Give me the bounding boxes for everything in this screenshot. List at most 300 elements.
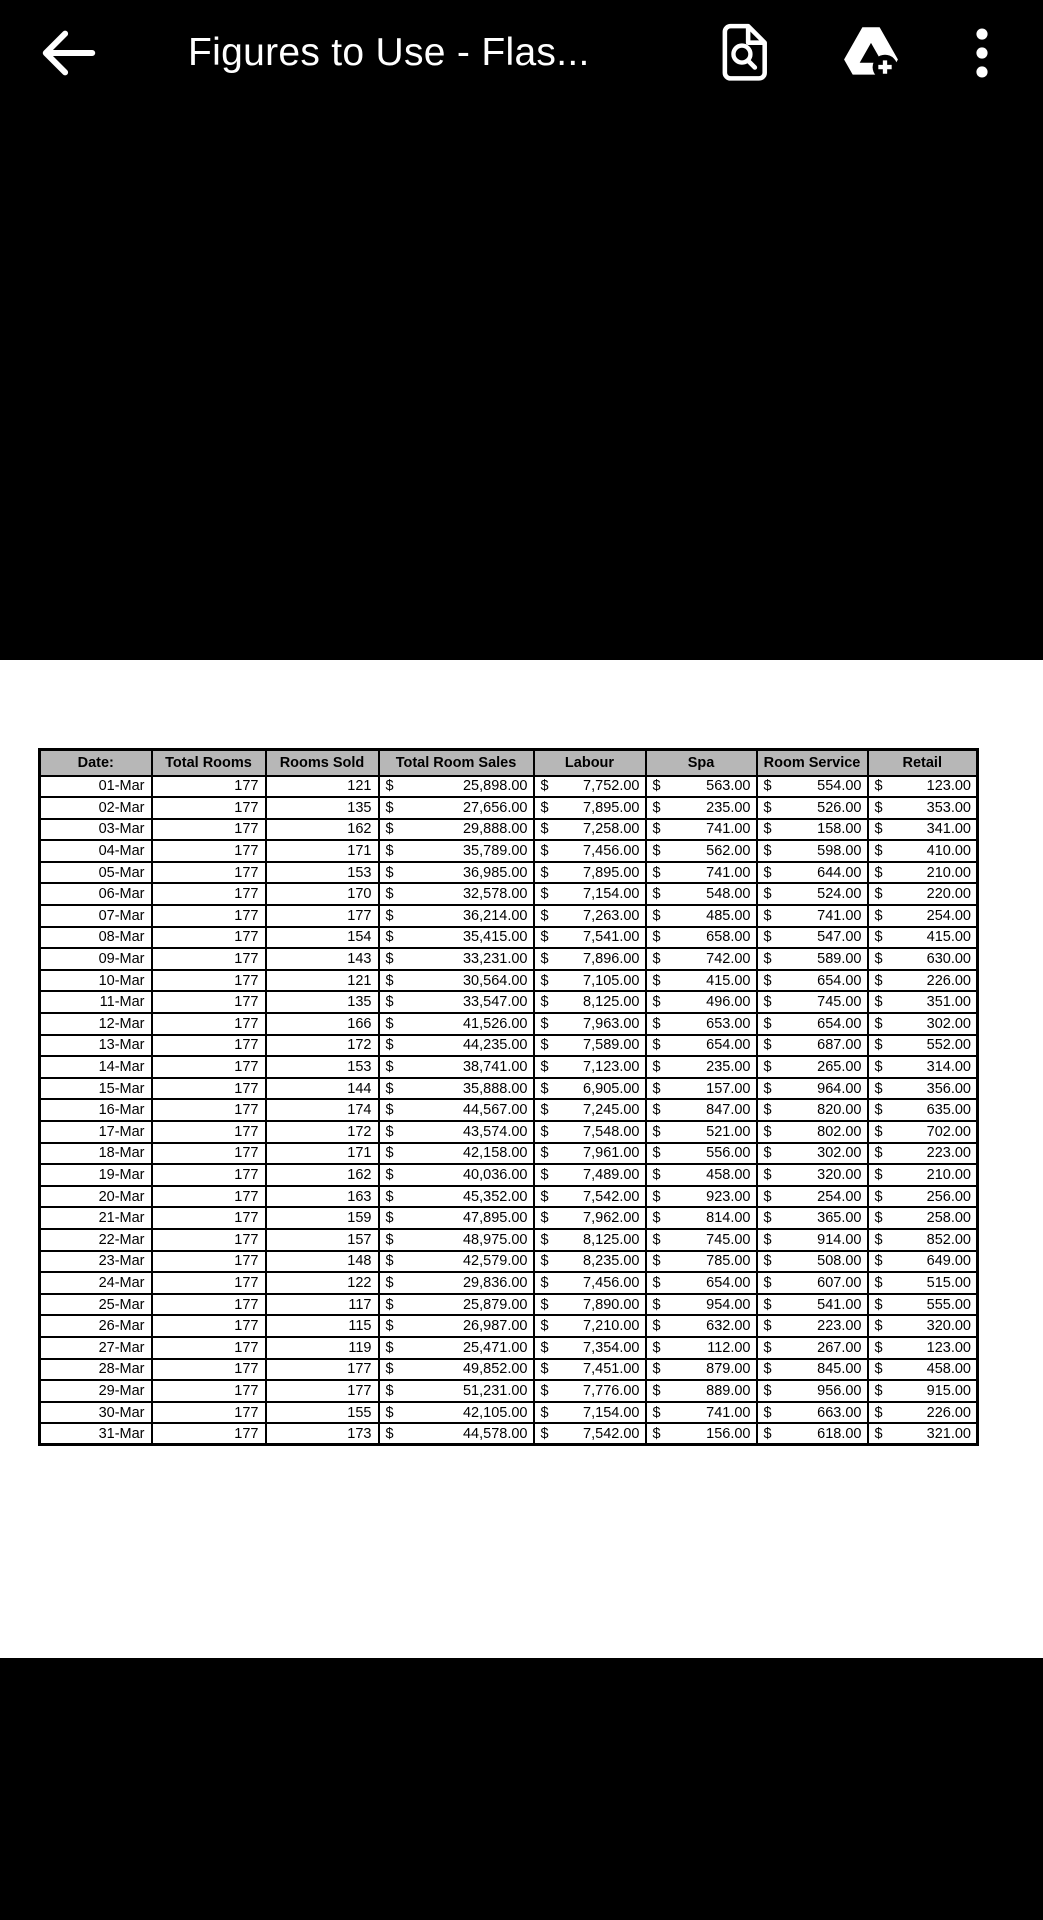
- cell-date: 30-Mar: [40, 1402, 152, 1424]
- amount-value: 223.00: [817, 1318, 862, 1335]
- cell-room-service: [757, 1186, 868, 1208]
- cell-total-room-sales: [379, 1359, 534, 1381]
- table-row: [40, 1099, 978, 1121]
- cell-rooms-sold: 155: [266, 1402, 379, 1424]
- amount-value: 687.00: [817, 1037, 862, 1054]
- cell-labour: [534, 797, 646, 819]
- cell-total-room-sales: [379, 862, 534, 884]
- amount-value: 38,741.00: [462, 1059, 528, 1076]
- amount-value: 654.00: [817, 1015, 862, 1032]
- currency-symbol: $: [652, 929, 661, 946]
- cell-labour: [534, 905, 646, 927]
- cell-labour: [534, 1078, 646, 1100]
- cell-total-rooms: 177: [152, 1121, 266, 1143]
- amount-value: 541.00: [817, 1296, 862, 1313]
- cell-date: 28-Mar: [40, 1359, 152, 1381]
- amount-value: 51,231.00: [462, 1382, 528, 1399]
- cell-retail: [868, 819, 978, 841]
- cell-labour: [534, 840, 646, 862]
- currency-symbol: $: [874, 886, 883, 903]
- cell-room-service: [757, 883, 868, 905]
- amount-value: 30,564.00: [462, 972, 528, 989]
- cell-room-service: [757, 1251, 868, 1273]
- cell-room-service: [757, 1099, 868, 1121]
- currency-symbol: $: [540, 1361, 549, 1378]
- cell-labour: [534, 1035, 646, 1057]
- cell-date: 16-Mar: [40, 1099, 152, 1121]
- cell-spa: [646, 1294, 757, 1316]
- cell-room-service: [757, 1315, 868, 1337]
- amount-value: 49,852.00: [462, 1361, 528, 1378]
- cell-retail: [868, 840, 978, 862]
- cell-total-room-sales: [379, 927, 534, 949]
- amount-value: 256.00: [926, 1188, 971, 1205]
- cell-retail: [868, 905, 978, 927]
- cell-labour: [534, 1359, 646, 1381]
- currency-symbol: $: [874, 1210, 883, 1227]
- cell-spa: [646, 1380, 757, 1402]
- currency-symbol: $: [763, 1296, 772, 1313]
- column-header-spa: Spa: [646, 750, 757, 776]
- cell-spa: [646, 1143, 757, 1165]
- amount-value: 33,547.00: [462, 994, 528, 1011]
- table-row: [40, 1164, 978, 1186]
- amount-value: 27,656.00: [462, 799, 528, 816]
- amount-value: 302.00: [817, 1145, 862, 1162]
- currency-symbol: $: [874, 1059, 883, 1076]
- cell-labour: [534, 1013, 646, 1035]
- cell-total-rooms: 177: [152, 1337, 266, 1359]
- amount-value: 7,123.00: [583, 1059, 640, 1076]
- amount-value: 954.00: [706, 1296, 751, 1313]
- cell-total-rooms: 177: [152, 1143, 266, 1165]
- amount-value: 265.00: [817, 1059, 862, 1076]
- amount-value: 820.00: [817, 1102, 862, 1119]
- cell-retail: [868, 970, 978, 992]
- cell-labour: [534, 1315, 646, 1337]
- currency-symbol: $: [763, 1253, 772, 1270]
- amount-value: 42,158.00: [462, 1145, 528, 1162]
- cell-spa: [646, 797, 757, 819]
- cell-total-rooms: 177: [152, 1078, 266, 1100]
- cell-spa: [646, 819, 757, 841]
- amount-value: 915.00: [926, 1382, 971, 1399]
- currency-symbol: $: [385, 1296, 394, 1313]
- currency-symbol: $: [652, 994, 661, 1011]
- cell-date: 11-Mar: [40, 991, 152, 1013]
- currency-symbol: $: [763, 972, 772, 989]
- amount-value: 552.00: [926, 1037, 971, 1054]
- currency-symbol: $: [385, 1145, 394, 1162]
- table-row: [40, 1207, 978, 1229]
- amount-value: 847.00: [706, 1102, 751, 1119]
- cell-rooms-sold: 135: [266, 991, 379, 1013]
- cell-rooms-sold: 154: [266, 927, 379, 949]
- find-in-page-icon: [719, 70, 769, 85]
- cell-room-service: [757, 1121, 868, 1143]
- cell-rooms-sold: 115: [266, 1315, 379, 1337]
- cell-rooms-sold: 157: [266, 1229, 379, 1251]
- currency-symbol: $: [874, 1102, 883, 1119]
- amount-value: 7,896.00: [583, 951, 640, 968]
- currency-symbol: $: [385, 1274, 394, 1291]
- amount-value: 7,548.00: [583, 1123, 640, 1140]
- amount-value: 157.00: [706, 1080, 751, 1097]
- cell-total-room-sales: [379, 1035, 534, 1057]
- cell-retail: [868, 1207, 978, 1229]
- overflow-menu-button[interactable]: [962, 24, 1002, 82]
- cell-total-rooms: 177: [152, 1315, 266, 1337]
- cell-spa: [646, 1099, 757, 1121]
- currency-symbol: $: [874, 1425, 883, 1442]
- cell-room-service: [757, 840, 868, 862]
- cell-total-room-sales: [379, 1251, 534, 1273]
- currency-symbol: $: [763, 1382, 772, 1399]
- amount-value: 7,542.00: [583, 1188, 640, 1205]
- cell-date: 06-Mar: [40, 883, 152, 905]
- amount-value: 254.00: [926, 907, 971, 924]
- cell-spa: [646, 905, 757, 927]
- currency-symbol: $: [874, 1382, 883, 1399]
- amount-value: 7,541.00: [583, 929, 640, 946]
- amount-value: 7,752.00: [583, 778, 640, 795]
- cell-spa: [646, 1359, 757, 1381]
- amount-value: 112.00: [707, 1339, 751, 1356]
- cell-date: 12-Mar: [40, 1013, 152, 1035]
- cell-total-rooms: 177: [152, 1294, 266, 1316]
- cell-date: 25-Mar: [40, 1294, 152, 1316]
- amount-value: 7,962.00: [583, 1210, 640, 1227]
- cell-rooms-sold: 171: [266, 840, 379, 862]
- cell-rooms-sold: 173: [266, 1423, 379, 1445]
- cell-labour: [534, 1164, 646, 1186]
- amount-value: 515.00: [926, 1274, 971, 1291]
- column-header-room-service: Room Service: [757, 750, 868, 776]
- amount-value: 210.00: [926, 864, 971, 881]
- cell-spa: [646, 1315, 757, 1337]
- cell-retail: [868, 1359, 978, 1381]
- amount-value: 618.00: [817, 1425, 862, 1442]
- cell-date: 23-Mar: [40, 1251, 152, 1273]
- amount-value: 741.00: [706, 864, 751, 881]
- amount-value: 7,154.00: [583, 1404, 640, 1421]
- cell-retail: [868, 1121, 978, 1143]
- currency-symbol: $: [874, 929, 883, 946]
- amount-value: 7,258.00: [583, 821, 640, 838]
- table-row: [40, 1402, 978, 1424]
- cell-spa: [646, 1164, 757, 1186]
- currency-symbol: $: [763, 1231, 772, 1248]
- column-header-retail: Retail: [868, 750, 978, 776]
- amount-value: 8,125.00: [583, 994, 640, 1011]
- amount-value: 562.00: [706, 843, 751, 860]
- currency-symbol: $: [540, 778, 549, 795]
- cell-spa: [646, 862, 757, 884]
- cell-labour: [534, 776, 646, 798]
- currency-symbol: $: [652, 1296, 661, 1313]
- cell-spa: [646, 927, 757, 949]
- cell-spa: [646, 1207, 757, 1229]
- cell-room-service: [757, 1164, 868, 1186]
- table-row: [40, 1078, 978, 1100]
- currency-symbol: $: [540, 864, 549, 881]
- amount-value: 852.00: [926, 1231, 971, 1248]
- add-to-drive-button[interactable]: [838, 24, 904, 82]
- table-row: [40, 1035, 978, 1057]
- currency-symbol: $: [874, 1037, 883, 1054]
- cell-retail: [868, 1078, 978, 1100]
- currency-symbol: $: [652, 1188, 661, 1205]
- cell-spa: [646, 776, 757, 798]
- table-row: [40, 1337, 978, 1359]
- cell-total-rooms: 177: [152, 840, 266, 862]
- amount-value: 35,415.00: [462, 929, 528, 946]
- currency-symbol: $: [540, 951, 549, 968]
- cell-date: 29-Mar: [40, 1380, 152, 1402]
- currency-symbol: $: [763, 864, 772, 881]
- amount-value: 41,526.00: [462, 1015, 528, 1032]
- cell-date: 19-Mar: [40, 1164, 152, 1186]
- currency-symbol: $: [652, 821, 661, 838]
- currency-symbol: $: [540, 1404, 549, 1421]
- cell-rooms-sold: 148: [266, 1251, 379, 1273]
- app-bar: [0, 0, 1043, 107]
- cell-spa: [646, 1121, 757, 1143]
- currency-symbol: $: [763, 1425, 772, 1442]
- amount-value: 742.00: [706, 951, 751, 968]
- amount-value: 235.00: [706, 1059, 751, 1076]
- currency-symbol: $: [763, 1037, 772, 1054]
- currency-symbol: $: [540, 1059, 549, 1076]
- amount-value: 26,987.00: [462, 1318, 528, 1335]
- currency-symbol: $: [874, 1166, 883, 1183]
- amount-value: 29,836.00: [462, 1274, 528, 1291]
- amount-value: 7,154.00: [583, 886, 640, 903]
- amount-value: 554.00: [817, 778, 862, 795]
- amount-value: 341.00: [926, 821, 971, 838]
- amount-value: 254.00: [817, 1188, 862, 1205]
- cell-total-room-sales: [379, 1207, 534, 1229]
- table-row: [40, 1229, 978, 1251]
- cell-total-rooms: 177: [152, 1380, 266, 1402]
- cell-date: 22-Mar: [40, 1229, 152, 1251]
- currency-symbol: $: [540, 799, 549, 816]
- cell-retail: [868, 1164, 978, 1186]
- amount-value: 365.00: [817, 1210, 862, 1227]
- amount-value: 521.00: [706, 1123, 751, 1140]
- cell-labour: [534, 1272, 646, 1294]
- cell-spa: [646, 1229, 757, 1251]
- cell-rooms-sold: 153: [266, 862, 379, 884]
- currency-symbol: $: [385, 864, 394, 881]
- cell-rooms-sold: 174: [266, 1099, 379, 1121]
- currency-symbol: $: [763, 951, 772, 968]
- cell-total-rooms: 177: [152, 1099, 266, 1121]
- cell-room-service: [757, 991, 868, 1013]
- currency-symbol: $: [385, 1166, 394, 1183]
- amount-value: 548.00: [706, 886, 751, 903]
- cell-total-rooms: 177: [152, 991, 266, 1013]
- currency-symbol: $: [763, 1102, 772, 1119]
- table-row: [40, 970, 978, 992]
- currency-symbol: $: [652, 778, 661, 795]
- amount-value: 964.00: [817, 1080, 862, 1097]
- amount-value: 47,895.00: [462, 1210, 528, 1227]
- currency-symbol: $: [874, 821, 883, 838]
- table-row: [40, 1251, 978, 1273]
- currency-symbol: $: [385, 1339, 394, 1356]
- amount-value: 7,263.00: [583, 907, 640, 924]
- cell-date: 26-Mar: [40, 1315, 152, 1337]
- cell-total-room-sales: [379, 1099, 534, 1121]
- currency-symbol: $: [385, 843, 394, 860]
- cell-date: 02-Mar: [40, 797, 152, 819]
- amount-value: 351.00: [926, 994, 971, 1011]
- cell-room-service: [757, 1337, 868, 1359]
- cell-total-room-sales: [379, 1337, 534, 1359]
- amount-value: 741.00: [706, 1404, 751, 1421]
- currency-symbol: $: [385, 1059, 394, 1076]
- amount-value: 226.00: [926, 972, 971, 989]
- cell-room-service: [757, 927, 868, 949]
- amount-value: 302.00: [926, 1015, 971, 1032]
- amount-value: 658.00: [706, 929, 751, 946]
- cell-total-room-sales: [379, 1056, 534, 1078]
- cell-rooms-sold: 135: [266, 797, 379, 819]
- cell-total-rooms: 177: [152, 1251, 266, 1273]
- cell-total-room-sales: [379, 1229, 534, 1251]
- cell-rooms-sold: 172: [266, 1035, 379, 1057]
- cell-total-room-sales: [379, 991, 534, 1013]
- cell-spa: [646, 1056, 757, 1078]
- cell-total-room-sales: [379, 1013, 534, 1035]
- currency-symbol: $: [540, 1123, 549, 1140]
- cell-labour: [534, 970, 646, 992]
- currency-symbol: $: [385, 1188, 394, 1205]
- amount-value: 321.00: [926, 1425, 971, 1442]
- amount-value: 7,895.00: [583, 864, 640, 881]
- cell-rooms-sold: 171: [266, 1143, 379, 1165]
- cell-retail: [868, 1186, 978, 1208]
- currency-symbol: $: [652, 1404, 661, 1421]
- cell-labour: [534, 1423, 646, 1445]
- amount-value: 226.00: [926, 1404, 971, 1421]
- amount-value: 7,451.00: [583, 1361, 640, 1378]
- amount-value: 7,542.00: [583, 1425, 640, 1442]
- cell-total-rooms: 177: [152, 862, 266, 884]
- cell-labour: [534, 927, 646, 949]
- cell-total-rooms: 177: [152, 1056, 266, 1078]
- currency-symbol: $: [540, 1318, 549, 1335]
- cell-date: 10-Mar: [40, 970, 152, 992]
- cell-spa: [646, 1272, 757, 1294]
- amount-value: 210.00: [926, 1166, 971, 1183]
- document-page[interactable]: [0, 660, 1043, 1658]
- cell-retail: [868, 1380, 978, 1402]
- currency-symbol: $: [874, 1274, 883, 1291]
- cell-labour: [534, 1056, 646, 1078]
- figures-table: [38, 748, 979, 1446]
- cell-room-service: [757, 970, 868, 992]
- cell-date: 31-Mar: [40, 1423, 152, 1445]
- cell-rooms-sold: 117: [266, 1294, 379, 1316]
- find-in-document-button[interactable]: [716, 22, 772, 84]
- currency-symbol: $: [874, 951, 883, 968]
- cell-date: 13-Mar: [40, 1035, 152, 1057]
- cell-retail: [868, 862, 978, 884]
- cell-room-service: [757, 905, 868, 927]
- currency-symbol: $: [540, 1037, 549, 1054]
- table-row: [40, 1423, 978, 1445]
- table-row: [40, 905, 978, 927]
- amount-value: 654.00: [706, 1037, 751, 1054]
- amount-value: 663.00: [817, 1404, 862, 1421]
- currency-symbol: $: [652, 1145, 661, 1162]
- cell-labour: [534, 1251, 646, 1273]
- table-row: [40, 1186, 978, 1208]
- cell-retail: [868, 1423, 978, 1445]
- cell-room-service: [757, 1078, 868, 1100]
- currency-symbol: $: [652, 864, 661, 881]
- amount-value: 496.00: [706, 994, 751, 1011]
- cell-date: 03-Mar: [40, 819, 152, 841]
- cell-room-service: [757, 797, 868, 819]
- currency-symbol: $: [540, 1425, 549, 1442]
- cell-retail: [868, 1272, 978, 1294]
- amount-value: 123.00: [926, 1339, 971, 1356]
- currency-symbol: $: [763, 1339, 772, 1356]
- table-row: [40, 1013, 978, 1035]
- amount-value: 635.00: [926, 1102, 971, 1119]
- amount-value: 25,898.00: [462, 778, 528, 795]
- table-row: [40, 991, 978, 1013]
- cell-rooms-sold: 143: [266, 948, 379, 970]
- currency-symbol: $: [763, 1123, 772, 1140]
- amount-value: 458.00: [926, 1361, 971, 1378]
- cell-retail: [868, 1229, 978, 1251]
- back-button[interactable]: [38, 22, 100, 84]
- amount-value: 7,589.00: [583, 1037, 640, 1054]
- currency-symbol: $: [874, 1339, 883, 1356]
- cell-room-service: [757, 1359, 868, 1381]
- currency-symbol: $: [763, 1361, 772, 1378]
- currency-symbol: $: [385, 1404, 394, 1421]
- cell-date: 18-Mar: [40, 1143, 152, 1165]
- currency-symbol: $: [385, 1318, 394, 1335]
- cell-date: 08-Mar: [40, 927, 152, 949]
- column-header-date: Date:: [40, 750, 152, 776]
- cell-retail: [868, 1035, 978, 1057]
- currency-symbol: $: [652, 886, 661, 903]
- cell-date: 14-Mar: [40, 1056, 152, 1078]
- table-row: [40, 1294, 978, 1316]
- currency-symbol: $: [763, 799, 772, 816]
- cell-total-room-sales: [379, 1078, 534, 1100]
- currency-symbol: $: [763, 1166, 772, 1183]
- amount-value: 353.00: [926, 799, 971, 816]
- currency-symbol: $: [385, 1037, 394, 1054]
- cell-total-room-sales: [379, 1402, 534, 1424]
- currency-symbol: $: [763, 1404, 772, 1421]
- cell-total-room-sales: [379, 1121, 534, 1143]
- amount-value: 123.00: [926, 778, 971, 795]
- amount-value: 785.00: [706, 1253, 751, 1270]
- cell-labour: [534, 948, 646, 970]
- currency-symbol: $: [652, 972, 661, 989]
- currency-symbol: $: [652, 1102, 661, 1119]
- currency-symbol: $: [385, 1102, 394, 1119]
- cell-total-room-sales: [379, 819, 534, 841]
